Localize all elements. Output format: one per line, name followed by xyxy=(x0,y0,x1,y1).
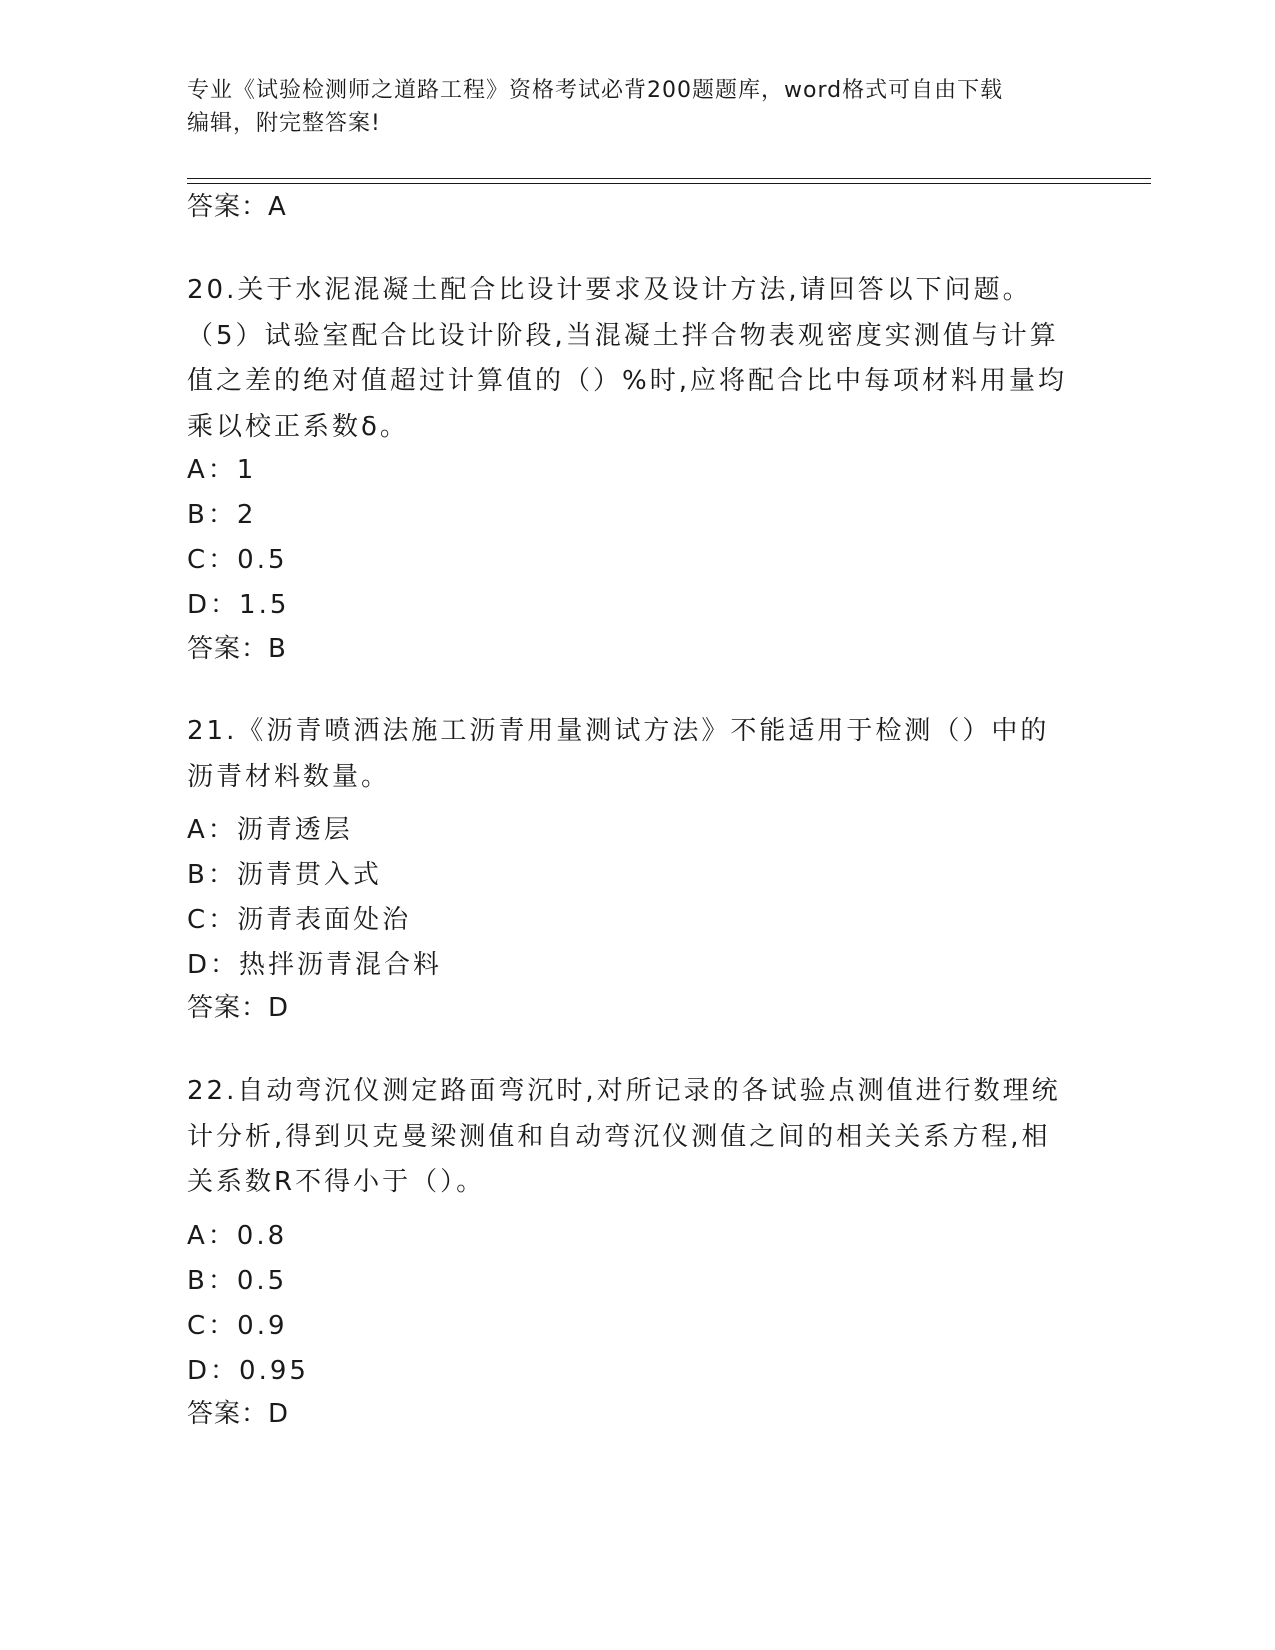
header-divider-top xyxy=(187,178,1151,179)
question-20-option-b: B：2 xyxy=(187,500,257,530)
question-22-option-b: B：0.5 xyxy=(187,1266,288,1296)
question-22-option-d: D：0.95 xyxy=(187,1356,309,1386)
previous-answer: 答案：A xyxy=(187,192,287,222)
header-line-2: 编辑，附完整答案! xyxy=(187,111,381,136)
document-header xyxy=(187,74,1087,140)
question-21-option-a: A：沥青透层 xyxy=(187,815,353,845)
question-21-option-b: B：沥青贯入式 xyxy=(187,860,382,890)
question-22-text: 22.自动弯沉仪测定路面弯沉时,对所记录的各试验点测值进行数理统计分析,得到贝克曼梁测值和自动弯沉仪测值之间的相关关系方程,相关系数R不得小于（）。 xyxy=(187,1076,1061,1197)
header-line-1: 专业《试验检测师之道路工程》资格考试必背200题题库，word格式可自由下载 xyxy=(187,78,1004,103)
question-21-option-c: C：沥青表面处治 xyxy=(187,905,412,935)
question-21-option-d: D：热拌沥青混合料 xyxy=(187,950,443,980)
question-20-option-d: D：1.5 xyxy=(187,590,290,620)
question-20-answer: 答案：B xyxy=(187,634,287,664)
question-21-text: 21.《沥青喷洒法施工沥青用量测试方法》不能适用于检测（）中的沥青材料数量。 xyxy=(187,716,1050,792)
question-21-answer: 答案：D xyxy=(187,993,290,1023)
question-20-text: 20.关于水泥混凝土配合比设计要求及设计方法,请回答以下问题。（5）试验室配合比设计阶段,当混凝土拌合物表观密度实测值与计算值之差的绝对值超过计算值的（）%时,应将配合比中每项材料用量均乘以校正系数δ。 xyxy=(187,275,1067,442)
question-20-option-c: C：0.5 xyxy=(187,545,288,575)
question-22-answer: 答案：D xyxy=(187,1399,290,1429)
question-20-option-a: A：1 xyxy=(187,455,257,485)
question-22-option-a: A：0.8 xyxy=(187,1221,288,1251)
question-22-option-c: C：0.9 xyxy=(187,1311,288,1341)
header-divider-bottom xyxy=(187,183,1151,184)
